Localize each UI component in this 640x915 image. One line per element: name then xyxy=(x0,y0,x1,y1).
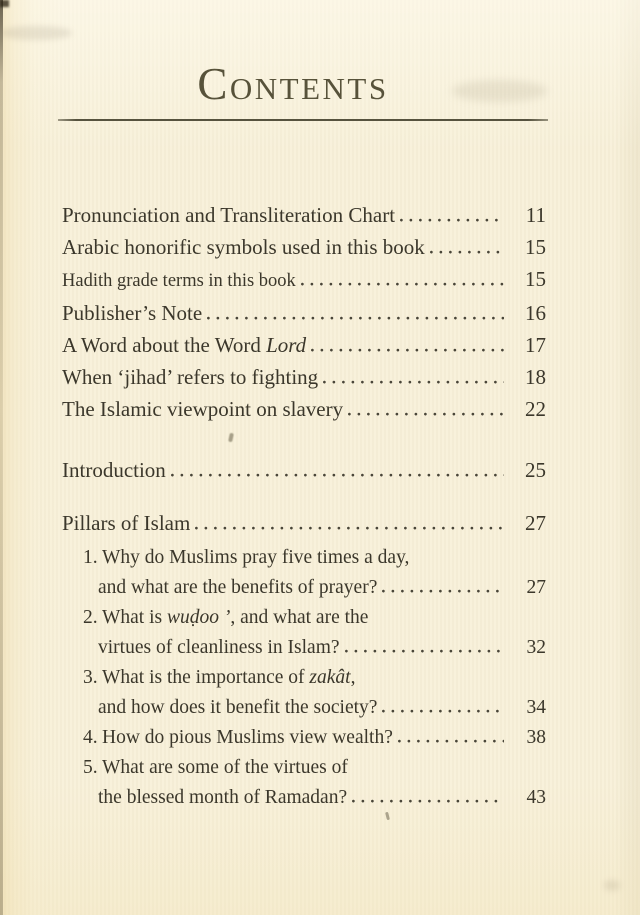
dot-leader xyxy=(400,218,504,222)
item-number: 4. xyxy=(83,727,98,748)
toc-entry-page: 18 xyxy=(525,365,546,389)
toc-subentries xyxy=(62,543,546,813)
dot-leader xyxy=(382,589,504,593)
toc-subentry xyxy=(62,663,546,723)
toc-entry-page: 43 xyxy=(526,787,546,808)
scan-artifact-tick xyxy=(385,812,390,820)
toc-entry-page: 11 xyxy=(525,203,546,227)
toc-entry-page: 15 xyxy=(525,267,546,291)
page-title-initial: C xyxy=(197,59,230,109)
toc-entry-page: 32 xyxy=(526,637,546,658)
dot-leader xyxy=(348,412,504,416)
table-of-contents xyxy=(62,199,546,813)
dot-leader xyxy=(301,282,504,286)
dot-leader xyxy=(171,473,504,477)
toc-entry-title: The Islamic viewpoint on slavery xyxy=(62,397,344,421)
dot-leader xyxy=(382,709,504,713)
toc-section-introduction xyxy=(62,454,546,486)
toc-entry-title: Introduction xyxy=(62,458,166,482)
toc-section-pillars-of-islam xyxy=(62,507,546,539)
toc-entry-title: What are some of the virtues of xyxy=(102,757,348,778)
title-divider xyxy=(58,119,548,121)
toc-subentry xyxy=(62,603,546,663)
page-title-rest: ONTENTS xyxy=(229,71,389,106)
dot-leader xyxy=(345,649,504,653)
toc-entry-title-cont: the blessed month of Ramadan? xyxy=(98,787,348,808)
toc-entry-page: 16 xyxy=(525,301,546,325)
toc-entry-title: What is the importance of zakât, xyxy=(102,667,356,688)
toc-entry-page: 34 xyxy=(526,697,546,718)
dot-leader xyxy=(323,380,504,384)
toc-entry xyxy=(62,199,546,231)
toc-entry-page: 25 xyxy=(525,458,546,482)
scan-artifact-corner xyxy=(0,0,9,7)
toc-entry xyxy=(62,297,546,329)
item-number: 1. xyxy=(83,547,98,568)
toc-entry-page: 22 xyxy=(525,397,546,421)
dot-leader xyxy=(207,316,504,320)
scan-artifact-dot xyxy=(604,880,620,891)
toc-entry-title-cont: and how does it benefit the society? xyxy=(98,697,378,718)
toc-entry-title: What is wuḍoo ’, and what are the xyxy=(102,607,369,628)
toc-entry-title-cont: virtues of cleanliness in Islam? xyxy=(98,637,340,658)
toc-entry xyxy=(62,361,546,393)
toc-entry xyxy=(62,393,546,425)
dot-leader xyxy=(398,739,504,743)
toc-entry-page: 27 xyxy=(526,577,546,598)
toc-entry xyxy=(62,231,546,263)
toc-entry-title: Hadith grade terms in this book xyxy=(62,271,296,291)
toc-subentry xyxy=(62,543,546,603)
toc-entry-page: 38 xyxy=(526,727,546,748)
toc-entry-page: 27 xyxy=(525,511,546,535)
toc-entry-title: A Word about the Word Lord xyxy=(62,333,307,357)
toc-entry-page: 17 xyxy=(525,333,546,357)
scan-edge-left xyxy=(0,0,3,915)
toc-subentry xyxy=(62,723,546,753)
toc-entry-title: Why do Muslims pray five times a day, xyxy=(102,547,410,568)
toc-entry-title: Pillars of Islam xyxy=(62,511,191,535)
toc-entry-title: Publisher’s Note xyxy=(62,301,203,325)
item-number: 3. xyxy=(83,667,98,688)
dot-leader xyxy=(195,526,504,530)
scan-artifact-smudge xyxy=(0,26,72,40)
toc-entry-title: Arabic honorific symbols used in this book xyxy=(62,235,425,259)
toc-entry-page: 15 xyxy=(525,235,546,259)
page-title xyxy=(58,59,528,117)
toc-entry-title: Pronunciation and Transliteration Chart xyxy=(62,203,396,227)
toc-entry-title: When ‘jihad’ refers to fighting xyxy=(62,365,319,389)
dot-leader xyxy=(311,348,504,352)
item-number: 5. xyxy=(83,757,98,778)
toc-subentry xyxy=(62,753,546,813)
item-number: 2. xyxy=(83,607,98,628)
dot-leader xyxy=(430,250,504,254)
toc-entry-title: How do pious Muslims view wealth? xyxy=(102,727,393,748)
toc-entry xyxy=(62,263,546,297)
toc-entry-title-cont: and what are the benefits of prayer? xyxy=(98,577,378,598)
dot-leader xyxy=(352,799,504,803)
toc-entry xyxy=(62,329,546,361)
